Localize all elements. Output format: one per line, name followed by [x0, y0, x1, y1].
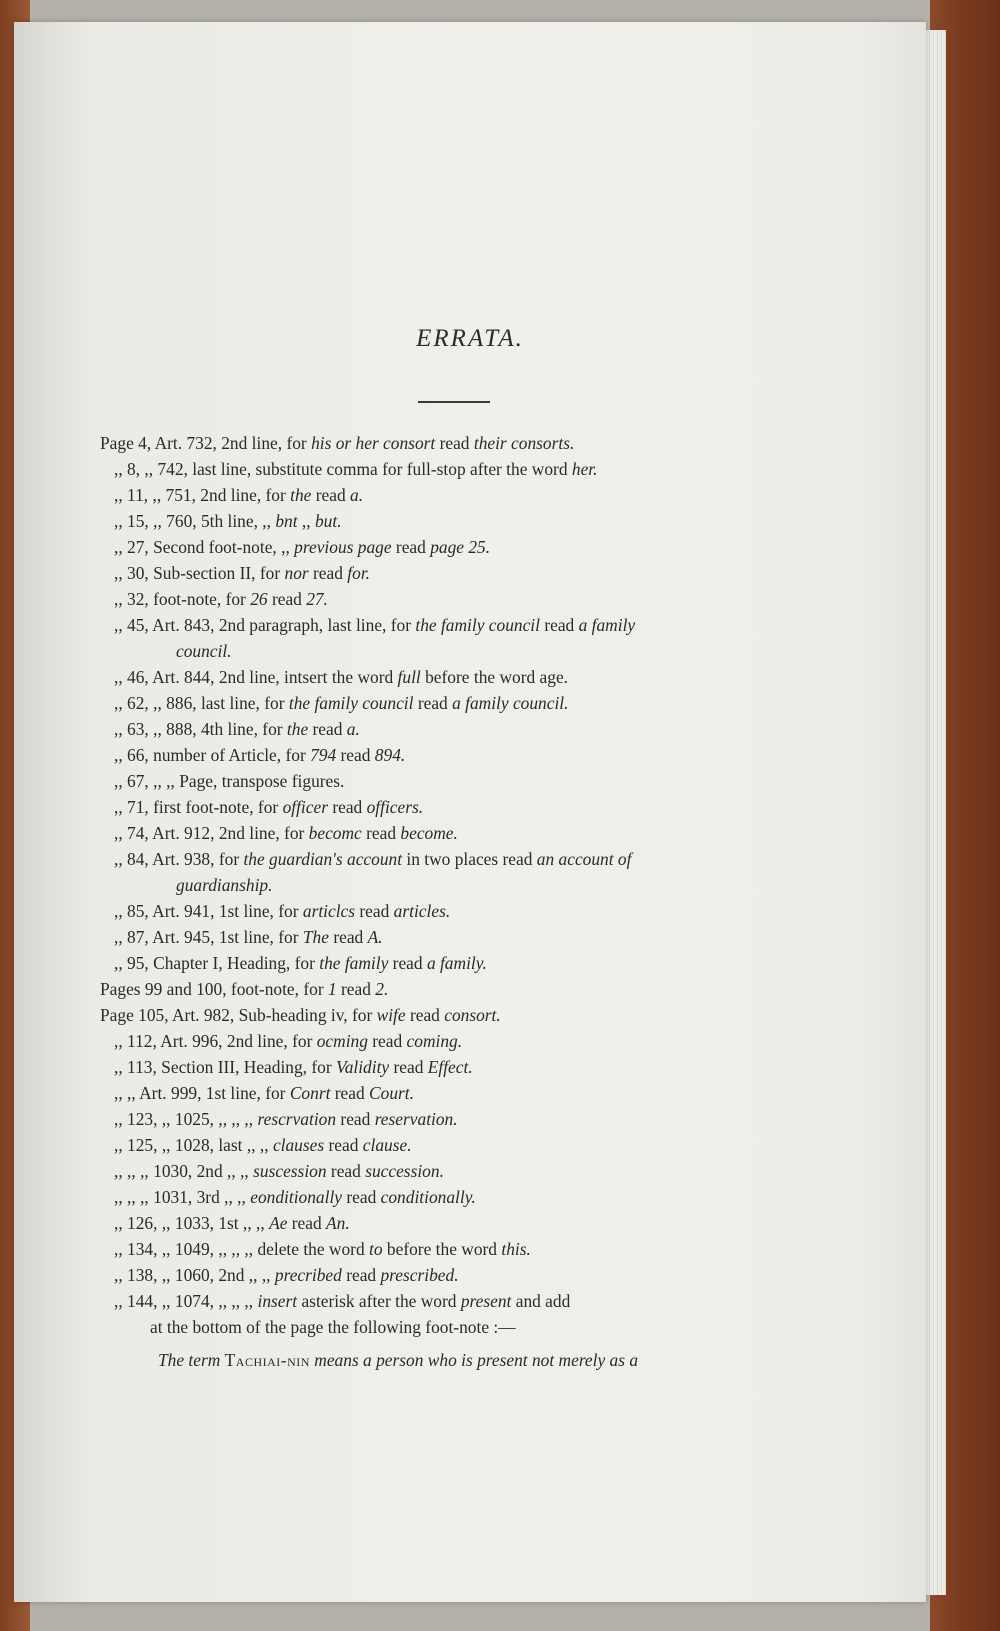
- entry-prefix: ,, 45, Art. 843, 2nd paragraph, last line, for: [114, 615, 416, 635]
- errata-entry: [100, 846, 800, 898]
- entry-correct-text: articles.: [393, 901, 451, 921]
- errata-entry: [100, 690, 800, 716]
- entry-mid: read: [341, 1265, 381, 1285]
- errata-entry: [100, 1210, 800, 1236]
- entry-wrong-text: becomc: [308, 823, 362, 843]
- entry-prefix: ,, 8, ,, 742, last line, substitute comma for full-stop after the word: [114, 459, 572, 479]
- entry-wrong-text: previous page: [294, 537, 392, 557]
- entry-mid: read: [336, 1109, 375, 1129]
- title-rule: [418, 401, 490, 403]
- entry-mid: read: [327, 797, 367, 817]
- entry-continuation: council.: [176, 641, 232, 661]
- entry-prefix: ,, 144, ,, 1074, ,, ,, ,,: [114, 1291, 258, 1311]
- entry-correct-text: for.: [347, 563, 371, 583]
- entry-prefix: ,, 123, ,, 1025, ,, ,, ,,: [114, 1109, 258, 1129]
- entry-correct-text: an account of: [536, 849, 632, 869]
- entry-mid: read: [311, 485, 351, 505]
- entry-prefix: ,, 15, ,, 760, 5th line, ,,: [114, 511, 276, 531]
- errata-entry: [100, 1054, 800, 1080]
- entry-wrong-text: 1: [327, 979, 337, 999]
- entry-correct-text: a.: [346, 719, 360, 739]
- errata-entry: [100, 1002, 800, 1028]
- entry-mid: before the word age.: [420, 667, 569, 687]
- errata-entry: [100, 898, 800, 924]
- errata-entry: [100, 664, 800, 690]
- entry-correct-text: 894.: [374, 745, 406, 765]
- page-title: ERRATA.: [416, 325, 524, 352]
- entry-mid: read: [361, 823, 401, 843]
- errata-entry: [100, 456, 800, 482]
- errata-entry: [100, 1080, 800, 1106]
- entry-prefix: ,, 85, Art. 941, 1st line, for: [114, 901, 303, 921]
- entry-wrong-text: insert: [257, 1291, 298, 1311]
- errata-entry: [100, 716, 800, 742]
- entry-prefix: ,, 74, Art. 912, 2nd line, for: [114, 823, 309, 843]
- entry-prefix: ,, 67, ,, ,, Page, transpose figures.: [114, 771, 345, 791]
- errata-entry: [100, 612, 800, 664]
- entry-wrong-text: his or her consort: [311, 433, 436, 453]
- entry-mid: read: [326, 1161, 366, 1181]
- entry-prefix: ,, 112, Art. 996, 2nd line, for: [114, 1031, 317, 1051]
- entry-mid: before the word: [382, 1239, 502, 1259]
- entry-wrong-text: eonditionally: [250, 1187, 343, 1207]
- errata-entry: [100, 1288, 800, 1340]
- entry-wrong-text: Ae: [269, 1213, 288, 1233]
- entry-wrong-text: the family council: [415, 615, 540, 635]
- entry-wrong-text: rescrvation: [257, 1109, 337, 1129]
- entry-wrong-text: ocming: [316, 1031, 368, 1051]
- entry-wrong-text: The: [302, 927, 329, 947]
- errata-entry: [100, 768, 800, 794]
- entry-mid: read: [267, 589, 307, 609]
- entry-mid: read: [367, 1031, 407, 1051]
- entry-prefix: ,, 63, ,, 888, 4th line, for: [114, 719, 287, 739]
- entry-wrong-text: officer: [282, 797, 328, 817]
- entry-correct-text: clause.: [362, 1135, 412, 1155]
- entry-correct-text: a family: [578, 615, 636, 635]
- entry-mid: read: [355, 901, 394, 921]
- entry-wrong-text: precribed: [274, 1265, 342, 1285]
- entry-wrong-text: articlcs: [302, 901, 356, 921]
- entry-correct-text: become.: [400, 823, 458, 843]
- entry-prefix: Pages 99 and 100, foot-note, for: [100, 979, 328, 999]
- errata-entry: [100, 482, 800, 508]
- errata-entry: [100, 1236, 800, 1262]
- entry-wrong-text: suscession: [253, 1161, 327, 1181]
- entry-mid: read: [405, 1005, 445, 1025]
- entry-correct-text: their consorts.: [473, 433, 575, 453]
- errata-entry: [100, 742, 800, 768]
- errata-entry: [100, 976, 800, 1002]
- entry-wrong-text: bnt: [275, 511, 298, 531]
- entry-mid: in two places read: [402, 849, 537, 869]
- entry-mid: ,,: [297, 511, 315, 531]
- entry-correct-text: this.: [501, 1239, 531, 1259]
- entry-mid: read: [330, 1083, 370, 1103]
- entry-mid: read: [287, 1213, 327, 1233]
- entry-mid: read: [389, 1057, 428, 1077]
- entry-prefix: ,, 138, ,, 1060, 2nd ,, ,,: [114, 1265, 275, 1285]
- footnote-rest: means a person who is present not merely as a: [309, 1350, 639, 1370]
- errata-entry: [100, 1262, 800, 1288]
- entry-mid: read: [336, 979, 376, 999]
- entry-prefix: ,, 113, Section III, Heading, for: [114, 1057, 336, 1077]
- entry-prefix: ,, 126, ,, 1033, 1st ,, ,,: [114, 1213, 270, 1233]
- footnote-lead: The term: [158, 1350, 225, 1370]
- entry-correct-text: Effect.: [427, 1057, 473, 1077]
- entry-wrong-text: 794: [310, 745, 337, 765]
- entry-prefix: ,, 62, ,, 886, last line, for: [114, 693, 289, 713]
- entry-prefix: ,, ,, Art. 999, 1st line, for: [114, 1083, 290, 1103]
- entry-mid: read: [435, 433, 474, 453]
- entry-mid: read: [413, 693, 453, 713]
- entry-prefix: ,, 66, number of Article, for: [114, 745, 311, 765]
- errata-entry: [100, 586, 800, 612]
- errata-entry: [100, 950, 800, 976]
- entry-prefix: ,, ,, ,, 1030, 2nd ,, ,,: [114, 1161, 254, 1181]
- entry-prefix: Page 4, Art. 732, 2nd line, for: [100, 433, 312, 453]
- entry-correct-text: Court.: [369, 1083, 414, 1103]
- errata-entry: [100, 1106, 800, 1132]
- entry-correct-text: page 25.: [430, 537, 491, 557]
- entry-correct-text: prescribed.: [380, 1265, 459, 1285]
- errata-entry: [100, 820, 800, 846]
- entry-wrong-text: to: [369, 1239, 383, 1259]
- entry-prefix: ,, ,, ,, 1031, 3rd ,, ,,: [114, 1187, 251, 1207]
- errata-entry: [100, 560, 800, 586]
- entry-correct-text: 2.: [375, 979, 389, 999]
- entry-continuation: at the bottom of the page the following foot-note :—: [150, 1317, 516, 1337]
- footnote-line: [158, 1350, 798, 1371]
- entry-correct-text: coming.: [406, 1031, 463, 1051]
- errata-list: [100, 430, 800, 1340]
- entry-wrong-text: clauses: [272, 1135, 325, 1155]
- entry-prefix: ,, 95, Chapter I, Heading, for: [114, 953, 320, 973]
- entry-correct-text: 27.: [306, 589, 328, 609]
- entry-wrong-text: the family: [319, 953, 389, 973]
- entry-correct-text: A.: [367, 927, 383, 947]
- entry-mid: read: [308, 719, 347, 739]
- entry-correct-text: consort.: [444, 1005, 501, 1025]
- entry-mid: read: [539, 615, 579, 635]
- entry-correct-text: a.: [350, 485, 364, 505]
- errata-entry: [100, 508, 800, 534]
- entry-correct-text: An.: [326, 1213, 350, 1233]
- entry-correct-text: a family.: [426, 953, 487, 973]
- entry-correct-text: succession.: [365, 1161, 444, 1181]
- entry-mid: asterisk after the word: [297, 1291, 461, 1311]
- entry-wrong-text: the: [290, 485, 312, 505]
- entry-prefix: ,, 32, foot-note, for: [114, 589, 251, 609]
- entry-wrong-text: nor: [284, 563, 309, 583]
- entry-mid: read: [328, 927, 368, 947]
- entry-correct-text: a family council.: [452, 693, 569, 713]
- entry-prefix: ,, 134, ,, 1049, ,, ,, ,, delete the word: [114, 1239, 370, 1259]
- errata-entry: [100, 1028, 800, 1054]
- entry-correct-text: conditionally.: [380, 1187, 476, 1207]
- entry-mid: read: [391, 537, 431, 557]
- entry-continuation: guardianship.: [176, 875, 273, 895]
- entry-prefix: ,, 125, ,, 1028, last ,, ,,: [114, 1135, 273, 1155]
- errata-entry: [100, 1184, 800, 1210]
- entry-mid: read: [324, 1135, 363, 1155]
- entry-correct-text: officers.: [366, 797, 424, 817]
- entry-correct-text: present: [460, 1291, 512, 1311]
- entry-wrong-text: the family council: [288, 693, 414, 713]
- errata-entry: [100, 430, 800, 456]
- entry-prefix: ,, 87, Art. 945, 1st line, for: [114, 927, 303, 947]
- entry-mid: read: [308, 563, 348, 583]
- entry-wrong-text: her.: [571, 459, 598, 479]
- errata-entry: [100, 534, 800, 560]
- entry-prefix: ,, 71, first foot-note, for: [114, 797, 283, 817]
- entry-mid: read: [388, 953, 427, 973]
- entry-wrong-text: Validity: [336, 1057, 390, 1077]
- errata-entry: [100, 1158, 800, 1184]
- entry-prefix: ,, 27, Second foot-note, ,,: [114, 537, 295, 557]
- errata-entry: [100, 794, 800, 820]
- footnote-term: Tachiai-nin: [224, 1350, 310, 1370]
- errata-entry: [100, 1132, 800, 1158]
- entry-prefix: ,, 84, Art. 938, for: [114, 849, 244, 869]
- entry-prefix: ,, 30, Sub-section II, for: [114, 563, 285, 583]
- entry-prefix: ,, 46, Art. 844, 2nd line, intsert the word: [114, 667, 398, 687]
- entry-wrong-text: full: [397, 667, 421, 687]
- entry-wrong-text: wife: [376, 1005, 406, 1025]
- entry-tail: and add: [511, 1291, 571, 1311]
- entry-wrong-text: 26: [250, 589, 268, 609]
- entry-mid: read: [342, 1187, 381, 1207]
- entry-correct-text: reservation.: [374, 1109, 458, 1129]
- entry-prefix: Page 105, Art. 982, Sub-heading iv, for: [100, 1005, 377, 1025]
- entry-mid: read: [336, 745, 375, 765]
- entry-correct-text: but.: [314, 511, 342, 531]
- entry-wrong-text: the guardian's account: [243, 849, 403, 869]
- errata-entry: [100, 924, 800, 950]
- entry-wrong-text: the: [286, 719, 309, 739]
- entry-wrong-text: Conrt: [289, 1083, 331, 1103]
- entry-prefix: ,, 11, ,, 751, 2nd line, for: [114, 485, 291, 505]
